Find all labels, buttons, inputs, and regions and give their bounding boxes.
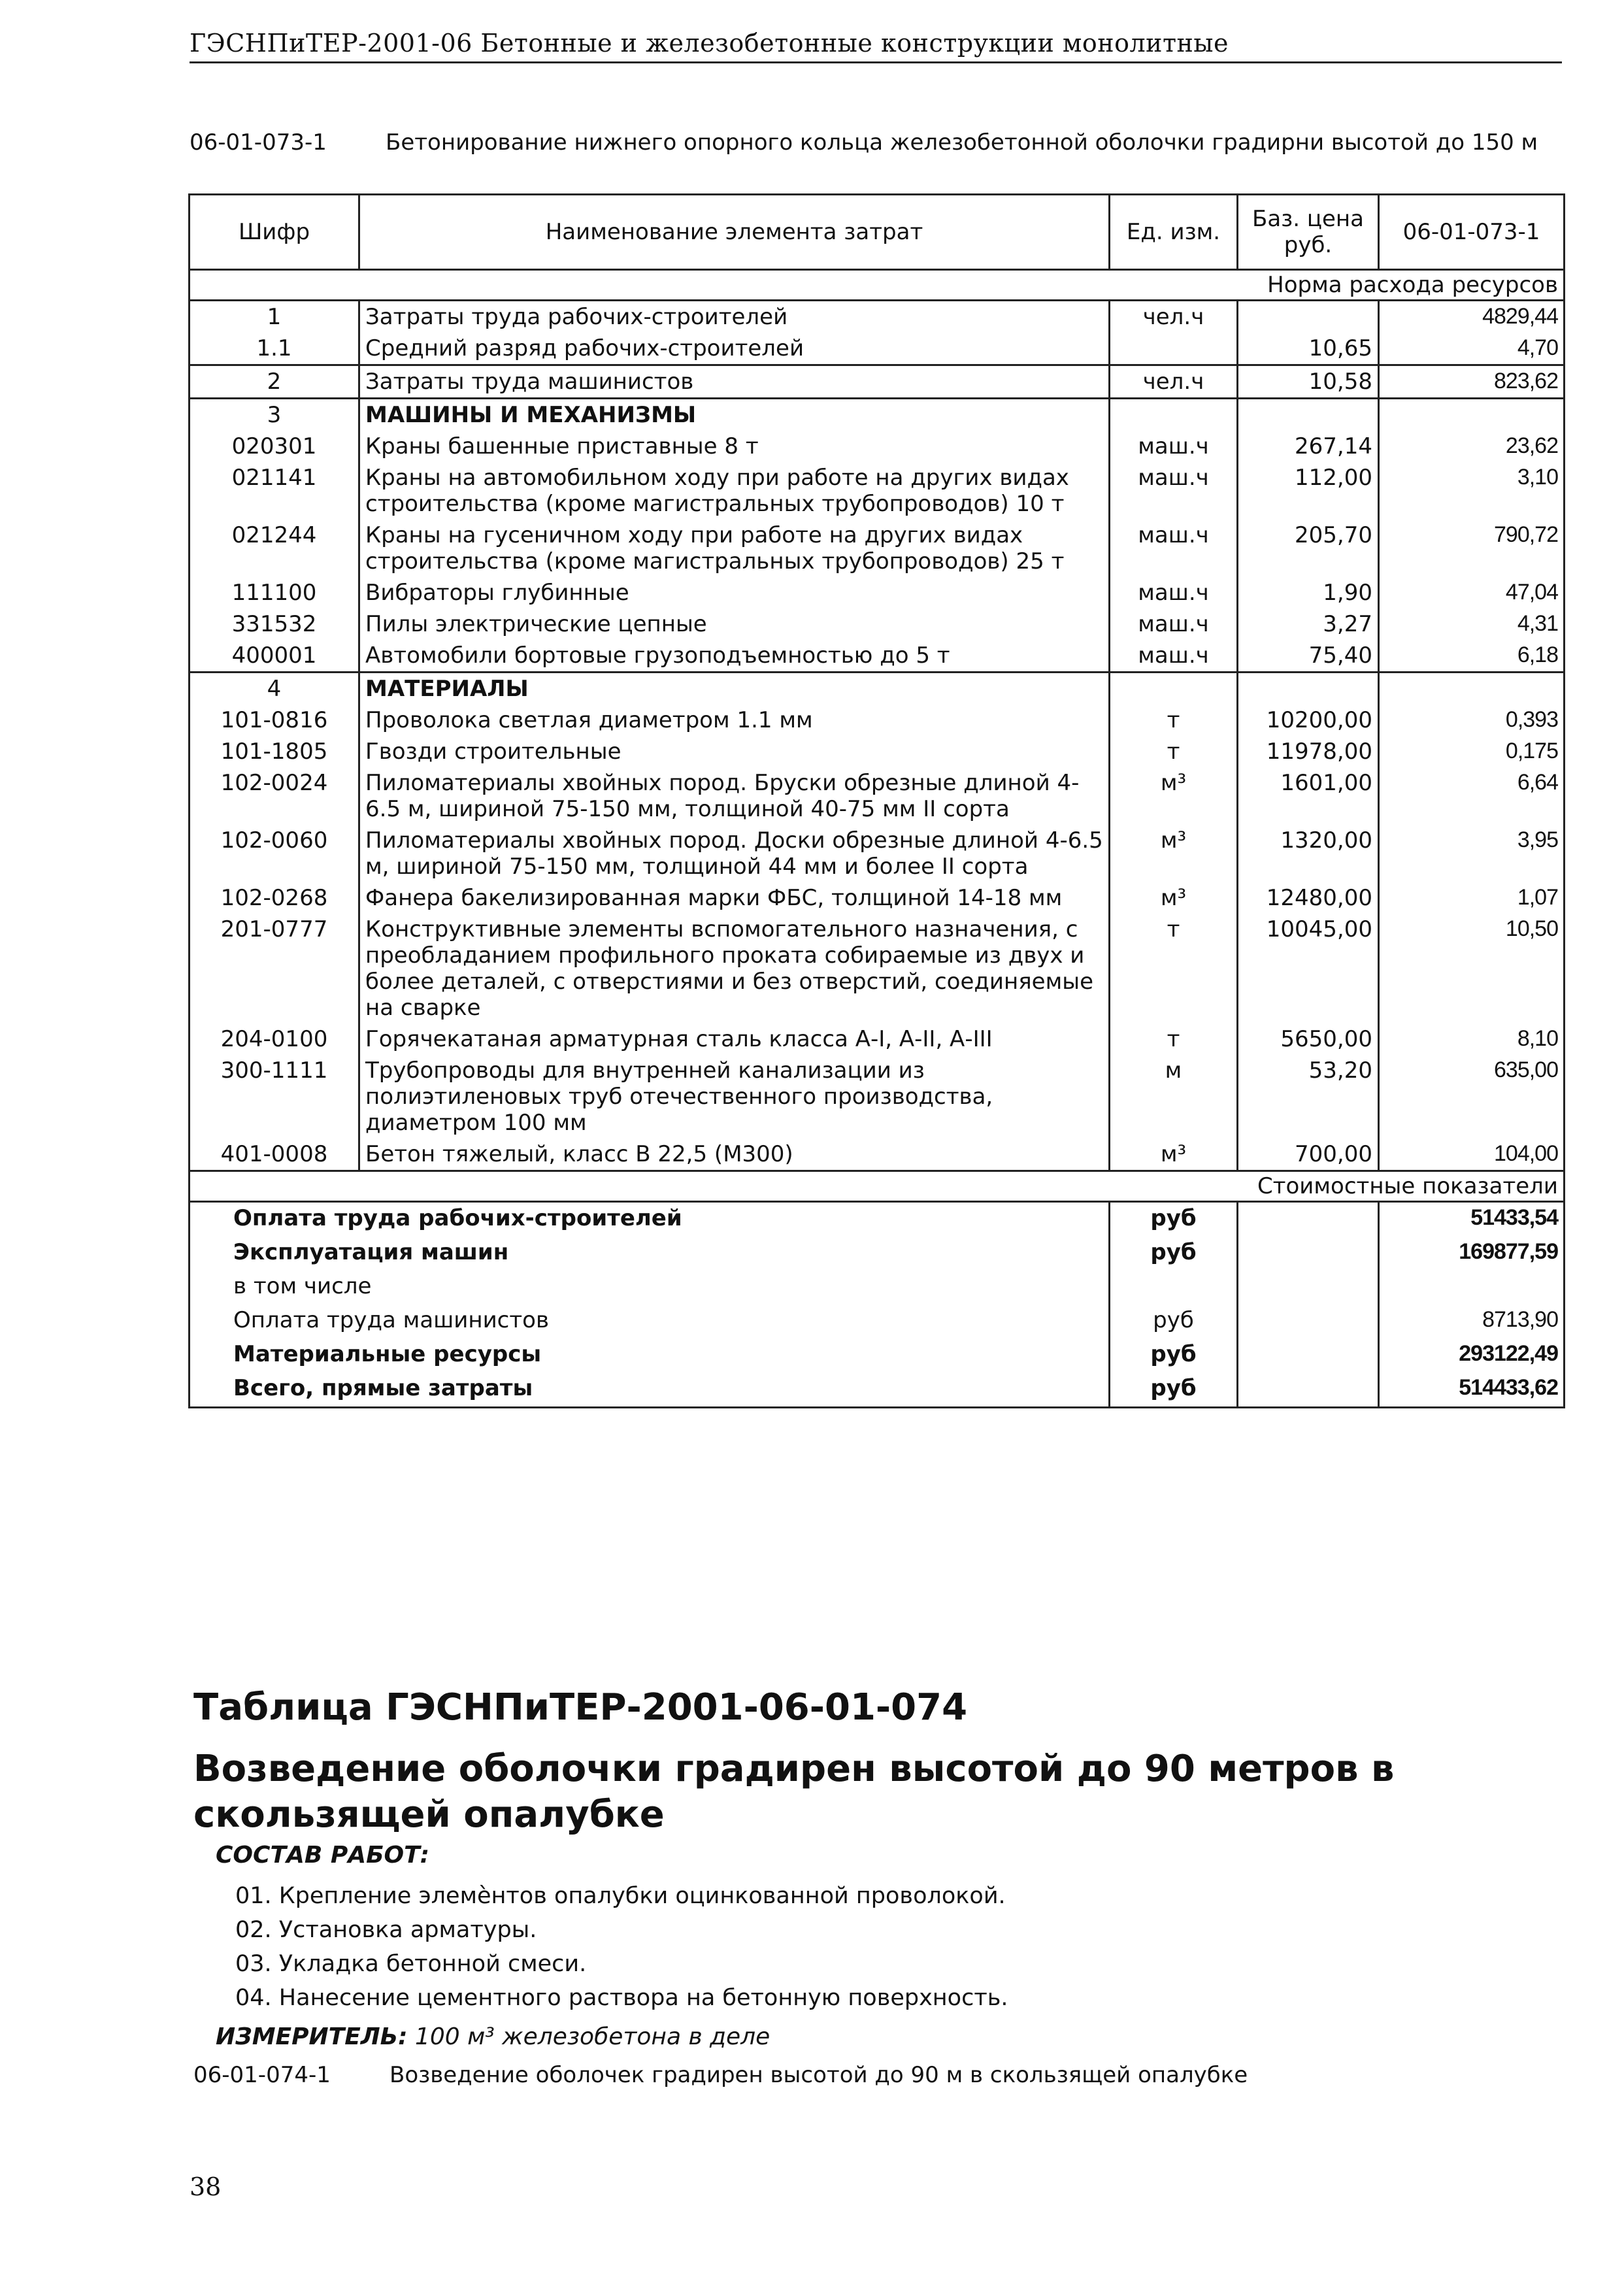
cell-unit: чел.ч — [1110, 301, 1238, 333]
header-name: Наименование элемента затрат — [359, 195, 1110, 270]
table-row — [190, 1055, 1565, 1139]
summary-name: Оплата труда рабочих-строителей — [190, 1202, 1110, 1237]
cell-norm: 823,62 — [1379, 365, 1565, 399]
summary-row — [190, 1305, 1565, 1338]
cell-name: Горячекатаная арматурная сталь класса А-I, А-II, А-III — [359, 1023, 1110, 1055]
summary-empty — [1238, 1202, 1379, 1237]
cell-code: 101-1805 — [190, 736, 359, 767]
cell-norm: 10,50 — [1379, 914, 1565, 1023]
cell-unit: м³ — [1110, 882, 1238, 914]
cell-unit: чел.ч — [1110, 365, 1238, 399]
summary-row — [190, 1338, 1565, 1372]
summary-empty — [1238, 1305, 1379, 1338]
cell-price: 10,65 — [1238, 333, 1379, 365]
cell-norm: 790,72 — [1379, 520, 1565, 577]
cell-code: 400001 — [190, 640, 359, 673]
cell-name: Краны башенные приставные 8 т — [359, 431, 1110, 462]
table-row — [190, 462, 1565, 520]
cell-price: 10200,00 — [1238, 705, 1379, 736]
cell-name: МАТЕРИАЛЫ — [359, 673, 1110, 705]
table-row — [190, 640, 1565, 673]
cell-unit: маш.ч — [1110, 577, 1238, 608]
cell-norm: 0,393 — [1379, 705, 1565, 736]
table-row — [190, 882, 1565, 914]
table-row — [190, 333, 1565, 365]
cell-name: Автомобили бортовые грузоподъемностью до 5 т — [359, 640, 1110, 673]
table-row — [190, 1023, 1565, 1055]
cell-code: 021141 — [190, 462, 359, 520]
summary-name: Всего, прямые затраты — [190, 1372, 1110, 1408]
header-unit: Ед. изм. — [1110, 195, 1238, 270]
measure-label: ИЗМЕРИТЕЛЬ: — [216, 2023, 408, 2050]
cell-unit — [1110, 399, 1238, 431]
cell-price: 112,00 — [1238, 462, 1379, 520]
table-row — [190, 520, 1565, 577]
table-title: Таблица ГЭСНПиТЕР-2001-06-01-074 — [193, 1686, 968, 1729]
norm-title: Бетонирование нижнего опорного кольца железобетонной оболочки градирни высотой до 150 м — [386, 129, 1538, 156]
works-label: СОСТАВ РАБОТ: — [216, 1842, 430, 1869]
table-row — [190, 736, 1565, 767]
header-norm: 06-01-073-1 — [1379, 195, 1565, 270]
cell-unit: м³ — [1110, 767, 1238, 825]
cell-name: Вибраторы глубинные — [359, 577, 1110, 608]
cell-unit: т — [1110, 1023, 1238, 1055]
cell-price: 5650,00 — [1238, 1023, 1379, 1055]
cell-unit: т — [1110, 736, 1238, 767]
cell-unit: м³ — [1110, 1139, 1238, 1171]
cell-name: Пилы электрические цепные — [359, 608, 1110, 640]
cell-price: 10,58 — [1238, 365, 1379, 399]
subhead-row — [190, 1171, 1565, 1202]
cell-code: 102-0060 — [190, 825, 359, 882]
cell-unit: т — [1110, 705, 1238, 736]
summary-unit — [1110, 1271, 1238, 1305]
cell-norm — [1379, 399, 1565, 431]
norm-code-2: 06-01-074-1 — [193, 2062, 331, 2088]
norm-title-2: Возведение оболочек градирен высотой до 90 м в скользящей опалубке — [389, 2062, 1248, 2088]
measure-line — [216, 2023, 770, 2050]
cell-unit: м³ — [1110, 825, 1238, 882]
cell-price: 1601,00 — [1238, 767, 1379, 825]
cell-price: 10045,00 — [1238, 914, 1379, 1023]
cell-price: 11978,00 — [1238, 736, 1379, 767]
cell-name: Бетон тяжелый, класс В 22,5 (М300) — [359, 1139, 1110, 1171]
cell-name: Проволока светлая диаметром 1.1 мм — [359, 705, 1110, 736]
cell-norm: 3,10 — [1379, 462, 1565, 520]
cell-price: 1,90 — [1238, 577, 1379, 608]
cell-code: 204-0100 — [190, 1023, 359, 1055]
cell-unit — [1110, 673, 1238, 705]
cell-name: Фанера бакелизированная марки ФБС, толщиной 14-18 мм — [359, 882, 1110, 914]
table-header-row — [190, 195, 1565, 270]
cell-code: 102-0268 — [190, 882, 359, 914]
summary-name: в том числе — [190, 1271, 1110, 1305]
cell-unit: маш.ч — [1110, 431, 1238, 462]
cell-name: Гвозди строительные — [359, 736, 1110, 767]
summary-empty — [1238, 1372, 1379, 1408]
cell-norm — [1379, 673, 1565, 705]
table-row — [190, 673, 1565, 705]
cell-name: Краны на гусеничном ходу при работе на других видах строительства (кроме магистральных трубопроводов) 25 т — [359, 520, 1110, 577]
cell-name: Конструктивные элементы вспомогательного назначения, с преобладанием профильного проката собираемые из двух и более деталей, с отверстиями и без отверстий, соединяемые на сварке — [359, 914, 1110, 1023]
cell-name: Пиломатериалы хвойных пород. Бруски обрезные длиной 4-6.5 м, шириной 75-150 мм, толщиной 40-75 мм II сорта — [359, 767, 1110, 825]
summary-value — [1379, 1271, 1565, 1305]
subhead-costs: Стоимостные показатели — [190, 1171, 1565, 1202]
cell-norm: 6,18 — [1379, 640, 1565, 673]
table-row — [190, 1139, 1565, 1171]
summary-value: 8713,90 — [1379, 1305, 1565, 1338]
cell-code: 111100 — [190, 577, 359, 608]
cell-price — [1238, 399, 1379, 431]
cell-name: Трубопроводы для внутренней канализации из полиэтиленовых труб отечественного производства, диаметром 100 мм — [359, 1055, 1110, 1139]
table-row — [190, 431, 1565, 462]
cell-norm: 3,95 — [1379, 825, 1565, 882]
cell-norm: 23,62 — [1379, 431, 1565, 462]
works-list — [235, 1879, 1008, 2015]
norm-heading — [190, 129, 1538, 156]
cell-norm: 104,00 — [1379, 1139, 1565, 1171]
cell-norm: 4,70 — [1379, 333, 1565, 365]
table-row — [190, 767, 1565, 825]
cell-price: 267,14 — [1238, 431, 1379, 462]
cell-norm: 4829,44 — [1379, 301, 1565, 333]
summary-row — [190, 1202, 1565, 1237]
list-item: 01. Крепление элемѐнтов опалубки оцинкованной проволокой. — [235, 1883, 1006, 1909]
cell-norm: 47,04 — [1379, 577, 1565, 608]
cell-price: 205,70 — [1238, 520, 1379, 577]
cell-unit: маш.ч — [1110, 640, 1238, 673]
summary-unit: руб — [1110, 1305, 1238, 1338]
table-row — [190, 914, 1565, 1023]
cell-unit: т — [1110, 914, 1238, 1023]
cell-price — [1238, 673, 1379, 705]
subhead-resources: Норма расхода ресурсов — [190, 270, 1565, 301]
cell-name: Краны на автомобильном ходу при работе на других видах строительства (кроме магистральных трубопроводов) 10 т — [359, 462, 1110, 520]
table-row — [190, 301, 1565, 333]
summary-value: 514433,62 — [1379, 1372, 1565, 1408]
cell-code: 101-0816 — [190, 705, 359, 736]
list-item: 02. Установка арматуры. — [235, 1917, 537, 1943]
cell-price: 3,27 — [1238, 608, 1379, 640]
summary-unit: руб — [1110, 1372, 1238, 1408]
table-row — [190, 608, 1565, 640]
cell-unit: м — [1110, 1055, 1238, 1139]
cell-norm: 635,00 — [1379, 1055, 1565, 1139]
summary-value: 51433,54 — [1379, 1202, 1565, 1237]
cell-code: 201-0777 — [190, 914, 359, 1023]
table-row — [190, 825, 1565, 882]
table-row — [190, 705, 1565, 736]
cell-price: 1320,00 — [1238, 825, 1379, 882]
summary-unit: руб — [1110, 1202, 1238, 1237]
cell-norm: 0,175 — [1379, 736, 1565, 767]
cell-code: 2 — [190, 365, 359, 399]
cell-code: 1 — [190, 301, 359, 333]
cell-name: Средний разряд рабочих-строителей — [359, 333, 1110, 365]
cell-unit: маш.ч — [1110, 520, 1238, 577]
cell-name: МАШИНЫ И МЕХАНИЗМЫ — [359, 399, 1110, 431]
norm-code: 06-01-073-1 — [190, 129, 327, 156]
subhead-row — [190, 270, 1565, 301]
cell-unit: маш.ч — [1110, 608, 1238, 640]
cell-code: 4 — [190, 673, 359, 705]
page-number: 38 — [190, 2172, 222, 2201]
cell-name: Пиломатериалы хвойных пород. Доски обрезные длиной 4-6.5 м, шириной 75-150 мм, толщиной 44 мм и более II сорта — [359, 825, 1110, 882]
cell-price: 75,40 — [1238, 640, 1379, 673]
cell-code: 1.1 — [190, 333, 359, 365]
cell-price — [1238, 301, 1379, 333]
cell-code: 3 — [190, 399, 359, 431]
cell-price: 700,00 — [1238, 1139, 1379, 1171]
summary-row — [190, 1372, 1565, 1408]
summary-name: Материальные ресурсы — [190, 1338, 1110, 1372]
section-title: Возведение оболочки градирен высотой до 90 метров в скользящей опалубке — [193, 1748, 1395, 1836]
cell-unit — [1110, 333, 1238, 365]
table-row — [190, 399, 1565, 431]
summary-empty — [1238, 1237, 1379, 1271]
cell-price: 53,20 — [1238, 1055, 1379, 1139]
summary-empty — [1238, 1338, 1379, 1372]
list-item: 04. Нанесение цементного раствора на бетонную поверхность. — [235, 1985, 1008, 2011]
cell-norm: 8,10 — [1379, 1023, 1565, 1055]
cell-code: 331532 — [190, 608, 359, 640]
table-row — [190, 577, 1565, 608]
summary-name: Оплата труда машинистов — [190, 1305, 1110, 1338]
cell-price: 12480,00 — [1238, 882, 1379, 914]
table-row — [190, 365, 1565, 399]
summary-empty — [1238, 1271, 1379, 1305]
cell-code: 300-1111 — [190, 1055, 359, 1139]
cell-norm: 1,07 — [1379, 882, 1565, 914]
summary-row — [190, 1237, 1565, 1271]
cell-code: 020301 — [190, 431, 359, 462]
cell-code: 021244 — [190, 520, 359, 577]
measure-value: 100 м³ железобетона в деле — [414, 2023, 771, 2050]
summary-value: 293122,49 — [1379, 1338, 1565, 1372]
cell-unit: маш.ч — [1110, 462, 1238, 520]
summary-unit: руб — [1110, 1338, 1238, 1372]
summary-row — [190, 1271, 1565, 1305]
cell-name: Затраты труда машинистов — [359, 365, 1110, 399]
cell-norm: 4,31 — [1379, 608, 1565, 640]
norm-heading-2 — [193, 2062, 1248, 2088]
header-price: Баз. цена руб. — [1238, 195, 1379, 270]
summary-value: 169877,59 — [1379, 1237, 1565, 1271]
resource-table — [188, 193, 1565, 1408]
list-item: 03. Укладка бетонной смеси. — [235, 1951, 587, 1977]
cell-name: Затраты труда рабочих-строителей — [359, 301, 1110, 333]
cell-norm: 6,64 — [1379, 767, 1565, 825]
cell-code: 401-0008 — [190, 1139, 359, 1171]
header-code: Шифр — [190, 195, 359, 270]
cell-code: 102-0024 — [190, 767, 359, 825]
summary-unit: руб — [1110, 1237, 1238, 1271]
running-header: ГЭСНПиТЕР-2001-06 Бетонные и железобетонные конструкции монолитные — [190, 29, 1562, 63]
summary-name: Эксплуатация машин — [190, 1237, 1110, 1271]
